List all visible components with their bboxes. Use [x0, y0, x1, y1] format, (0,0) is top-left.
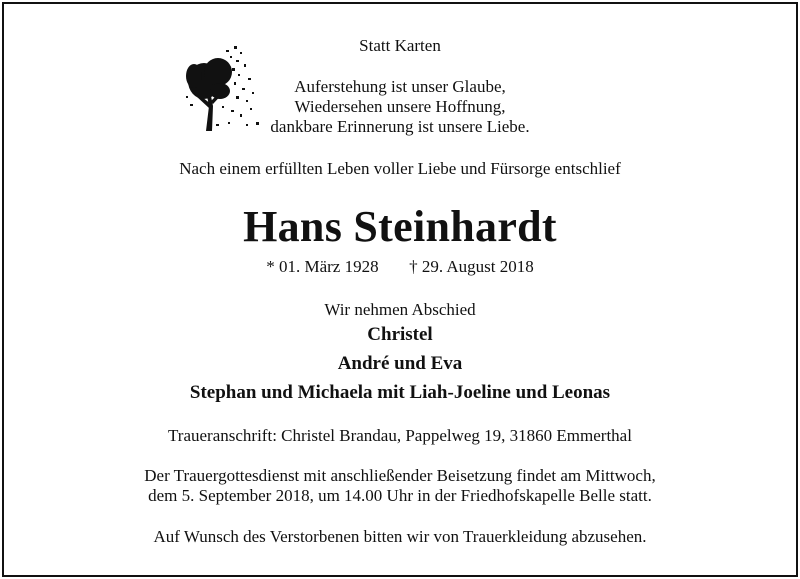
closing-note: Auf Wunsch des Verstorbenen bitten wir von Trauerkleidung abzusehen. — [153, 527, 647, 546]
poem-line-3: dankbare Erinnerung ist unsere Liebe. — [270, 117, 530, 136]
statt-karten-heading: Statt Karten — [359, 36, 441, 55]
birth-date: * 01. März 1928 — [266, 257, 379, 276]
mourner-name: Stephan und Michaela mit Liah-Joeline und Leonas — [189, 382, 611, 403]
mourner-name: Christel — [367, 324, 433, 345]
poem-line-1: Auferstehung ist unser Glaube, — [294, 77, 506, 96]
service-line-1: Der Trauergottesdienst mit anschließender Beisetzung findet am Mittwoch, — [144, 466, 656, 485]
mourning-address: Traueranschrift: Christel Brandau, Pappelweg 19, 31860 Emmerthal — [168, 426, 632, 445]
mourner-name: André und Eva — [337, 353, 463, 374]
poem-line-2: Wiedersehen unsere Hoffnung, — [294, 97, 506, 116]
life-dates — [0, 257, 800, 277]
service-line-2: dem 5. September 2018, um 14.00 Uhr in der Friedhofskapelle Belle statt. — [148, 486, 652, 505]
death-date: † 29. August 2018 — [409, 257, 534, 276]
mourners-heading: Wir nehmen Abschied — [324, 300, 476, 319]
intro-text: Nach einem erfüllten Leben voller Liebe und Fürsorge entschlief — [179, 159, 621, 178]
deceased-name: Hans Steinhardt — [243, 202, 557, 251]
